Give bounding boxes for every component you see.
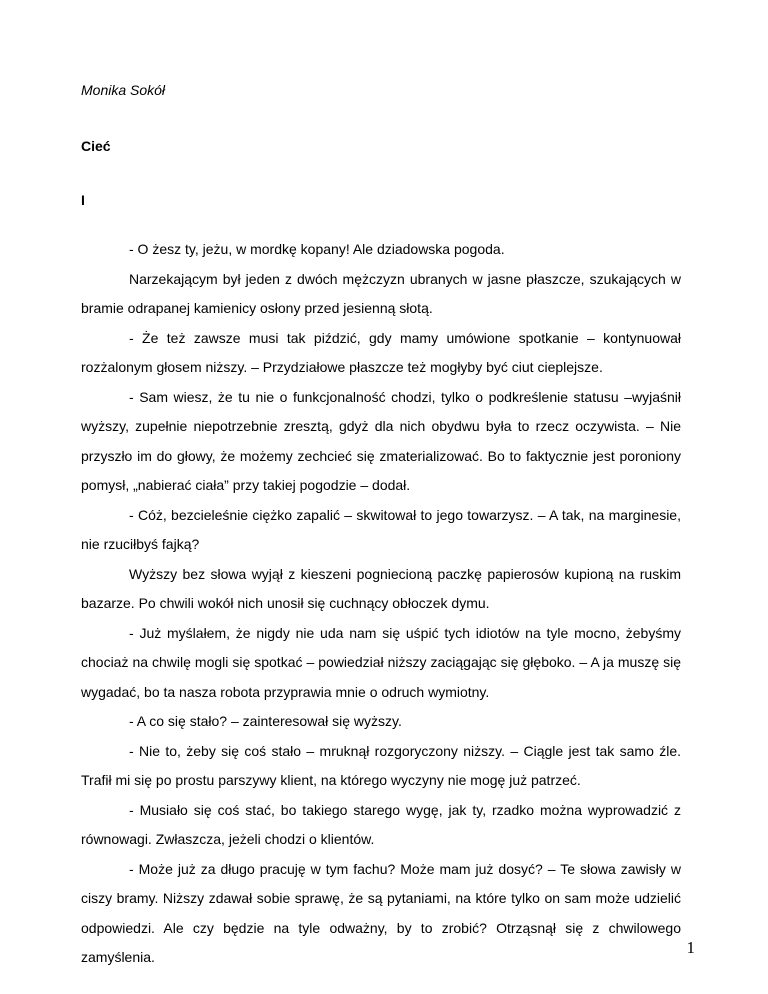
paragraph: - Już myślałem, że nigdy nie uda nam się uśpić tych idiotów na tyle mocno, żebyśmy chociaż na chwilę mogli się spotkać – powiedział niższy zaciągając się głęboko. – A ja muszę się wygadać, bo ta nasza robota przyprawia mnie o odruch wymiotny.	[81, 624, 681, 700]
paragraph: - Że też zawsze musi tak piździć, gdy mamy umówione spotkanie – kontynuował rozżalonym głosem niższy. – Przydziałowe płaszcze też mogłyby być ciut cieplejsze.	[81, 329, 681, 375]
paragraph: - Cóż, bezcieleśnie ciężko zapalić – skwitował to jego towarzysz. – A tak, na marginesie, nie rzuciłbyś fajką?	[81, 506, 681, 552]
paragraph: - Może już za długo pracuję w tym fachu? Może mam już dosyć? – Te słowa zawisły w ciszy bramy. Niższy zdawał sobie sprawę, że są pytaniami, na które tylko on sam może udzielić odpowiedzi. Ale czy będzie na tyle odważny, by to zrobić? Otrząsnął się z chwilowego zamyślenia.	[81, 860, 681, 965]
paragraph: - O żesz ty, jeżu, w mordkę kopany! Ale dziadowska pogoda.	[129, 241, 505, 257]
story-body	[81, 235, 681, 973]
paragraph: - Nie to, żeby się coś stało – mruknął rozgoryczony niższy. – Ciągle jest tak samo źle. Trafił mi się po prostu parszywy klient, na którego wyczyny nie mogę już patrzeć.	[81, 742, 681, 788]
page-number: 1	[686, 938, 695, 957]
story-title: Cieć	[81, 138, 111, 154]
paragraph: Narzekającym był jeden z dwóch mężczyzn ubranych w jasne płaszcze, szukających w bramie odrapanej kamienicy osłony przed jesienną słotą.	[81, 270, 681, 316]
author-name: Monika Sokół	[81, 82, 166, 98]
paragraph: Wyższy bez słowa wyjął z kieszeni pogniecioną paczkę papierosów kupioną na ruskim bazarze. Po chwili wokół nich unosił się cuchnący obłoczek dymu.	[81, 565, 681, 611]
chapter-number: I	[81, 192, 85, 208]
paragraph: - A co się stało? – zainteresował się wyższy.	[129, 713, 402, 729]
paragraph: - Sam wiesz, że tu nie o funkcjonalność chodzi, tylko o podkreślenie statusu –wyjaśnił wyższy, zupełnie niepotrzebnie zresztą, gdyż dla nich obydwu była to rzecz oczywista. – Nie przyszło im do głowy, że możemy zechcieć się zmaterializować. Bo to faktycznie jest poroniony pomysł, „nabierać ciała” przy takiej pogodzie – dodał.	[81, 388, 681, 493]
paragraph: - Musiało się coś stać, bo takiego starego wygę, jak ty, rzadko można wyprowadzić z równowagi. Zwłaszcza, jeżeli chodzi o klientów.	[81, 801, 681, 847]
